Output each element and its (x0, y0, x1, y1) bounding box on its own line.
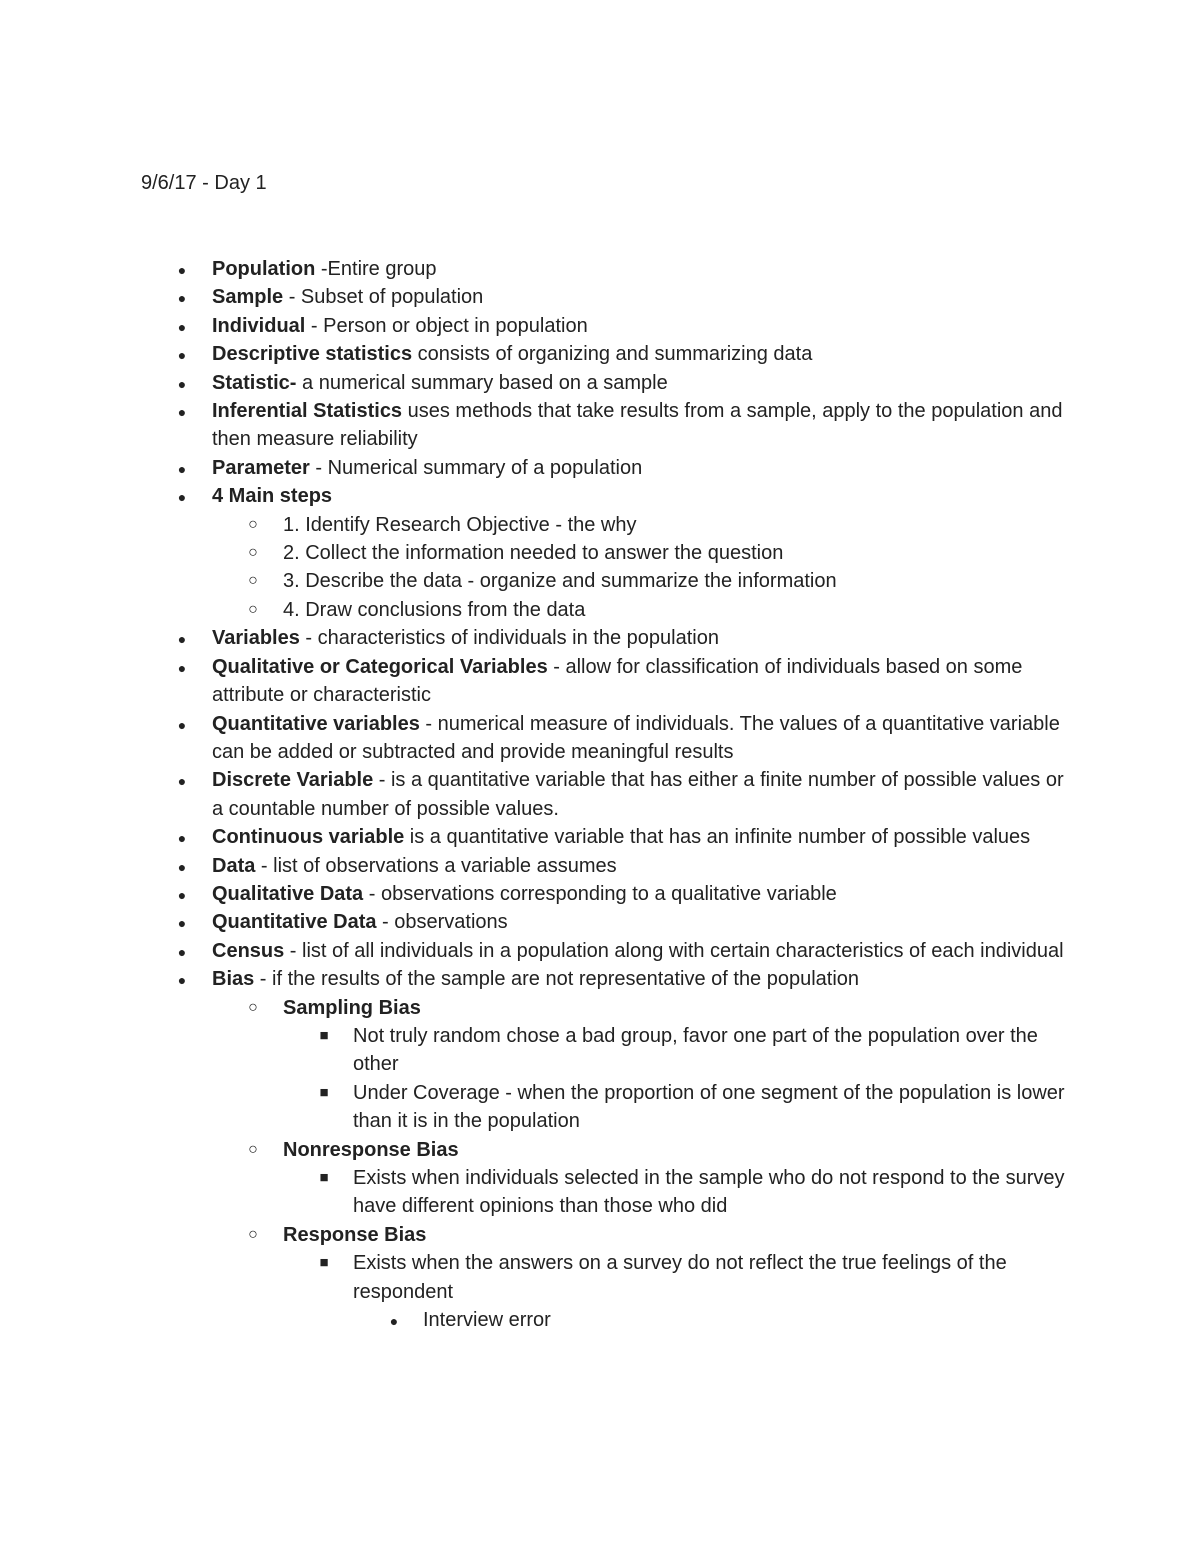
bullet-icon: ● (177, 347, 187, 364)
term: Qualitative Data (212, 882, 364, 905)
bullet-icon: ● (177, 631, 187, 648)
list-item (0, 283, 1072, 311)
square-bullet-icon: ■ (319, 1083, 329, 1101)
term: Inferential Statistics (212, 400, 403, 423)
subheading: Response Bias (283, 1223, 427, 1246)
term: Discrete Variable (212, 769, 374, 792)
list-item (0, 852, 1072, 880)
list-item (0, 653, 1072, 710)
list-item (0, 880, 1072, 908)
list-item (0, 255, 1072, 283)
definition: - Numerical summary of a population (309, 456, 643, 479)
term: Parameter (212, 456, 310, 479)
definition: - numerical measure of individuals. The values of a quantitative variable can be added or subtracted and provide meaningful results (212, 712, 1060, 763)
definition: - is a quantitative variable that has either a finite number of possible values or a countable number of possible values. (212, 769, 1064, 820)
list-item (0, 1221, 1073, 1249)
bullet-icon: ● (177, 489, 187, 506)
definition: - list of observations a variable assumes (255, 854, 617, 877)
bullet-icon: ● (177, 375, 187, 392)
step-text: 4. Draw conclusions from the data (283, 598, 586, 621)
bullet-icon: ● (177, 404, 187, 421)
list-item (0, 965, 1072, 993)
list-item (0, 539, 1073, 567)
list-item (0, 596, 1073, 624)
definition: consists of organizing and summarizing data (412, 343, 813, 366)
list-item (0, 710, 1072, 767)
circle-bullet-icon: ○ (248, 515, 258, 533)
definition: - observations (376, 911, 508, 934)
term: Quantitative Data (212, 911, 377, 934)
step-text: 1. Identify Research Objective - the why (283, 513, 637, 536)
definition: - Person or object in population (305, 314, 588, 337)
list-item (0, 823, 1072, 851)
definition: - characteristics of individuals in the population (299, 627, 719, 650)
term: Statistic- (212, 371, 297, 394)
bullet-icon: ● (177, 460, 187, 477)
bullet-icon: ● (177, 858, 187, 875)
detail-text: Interview error (423, 1309, 551, 1332)
circle-bullet-icon: ○ (248, 1225, 258, 1243)
list-item (0, 369, 1072, 397)
square-bullet-icon: ■ (319, 1169, 329, 1186)
bullet-icon: ● (177, 318, 187, 335)
definition: - if the results of the sample are not representative of the population (254, 968, 860, 991)
term: Variables (212, 627, 300, 650)
list-item (0, 1136, 1073, 1164)
list-item (0, 482, 1072, 510)
bullet-icon: ● (177, 773, 187, 790)
definition: - Subset of population (283, 286, 484, 309)
list-item (0, 312, 1072, 340)
list-item (0, 1164, 1073, 1221)
circle-bullet-icon: ○ (248, 1140, 258, 1158)
list-item (0, 567, 1073, 595)
circle-bullet-icon: ○ (248, 544, 258, 562)
term: Individual (212, 314, 306, 337)
step-text: 2. Collect the information needed to answer the question (283, 542, 784, 565)
term: Data (212, 854, 256, 877)
detail-text: Under Coverage - when the proportion of one segment of the population is lower than it is in the population (353, 1081, 1065, 1133)
term: Descriptive statistics (212, 343, 413, 366)
list-item (0, 340, 1072, 368)
circle-bullet-icon: ○ (248, 998, 258, 1016)
detail-text: Exists when individuals selected in the sample who do not respond to the survey have different opinions than those who did (353, 1167, 1065, 1218)
term: Sample (212, 286, 284, 309)
bullet-icon: ● (389, 1313, 399, 1330)
definition: - list of all individuals in a population along with certain characteristics of each individual (284, 939, 1064, 962)
definition: a numerical summary based on a sample (296, 371, 668, 394)
bullet-icon: ● (177, 972, 187, 989)
list-item (0, 1022, 1073, 1079)
list-item (0, 1079, 1073, 1136)
bullet-icon: ● (177, 830, 187, 847)
bullet-icon: ● (177, 886, 187, 903)
bullet-icon: ● (177, 915, 187, 932)
definition: is a quantitative variable that has an infinite number of possible values (404, 826, 1031, 849)
list-item (0, 766, 1072, 823)
subheading: Sampling Bias (283, 996, 421, 1019)
term: 4 Main steps (212, 485, 333, 508)
definition: -Entire group (315, 258, 437, 280)
bullet-icon: ● (177, 716, 187, 733)
bullet-icon: ● (177, 290, 187, 307)
notes-list (0, 255, 1200, 1334)
bullet-icon: ● (177, 262, 187, 278)
term: Qualitative or Categorical Variables (212, 655, 548, 678)
list-item (0, 511, 1073, 539)
list-item (0, 908, 1072, 936)
list-item (0, 454, 1072, 482)
circle-bullet-icon: ○ (248, 600, 258, 618)
list-item (0, 994, 1073, 1022)
circle-bullet-icon: ○ (248, 572, 258, 590)
list-item (0, 1306, 1073, 1334)
definition: uses methods that take results from a sample, apply to the population and then measure reliability (212, 400, 1063, 451)
term: Bias (212, 968, 255, 991)
list-item (0, 624, 1072, 652)
detail-text: Exists when the answers on a survey do not reflect the true feelings of the respondent (353, 1252, 1007, 1303)
term: Population (212, 258, 316, 280)
term: Census (212, 939, 285, 962)
bullet-icon: ● (177, 943, 187, 960)
definition: - allow for classification of individuals based on some attribute or characteristic (212, 655, 1023, 707)
step-text: 3. Describe the data - organize and summarize the information (283, 570, 837, 593)
definition: - observations corresponding to a qualitative variable (363, 882, 837, 905)
subheading: Nonresponse Bias (283, 1138, 459, 1161)
term: Quantitative variables (212, 712, 420, 735)
square-bullet-icon: ■ (319, 1254, 329, 1272)
detail-text: Not truly random chose a bad group, favor one part of the population over the other (353, 1024, 1038, 1076)
bullet-icon: ● (177, 659, 187, 676)
list-item (0, 397, 1072, 454)
term: Continuous variable (212, 826, 405, 849)
square-bullet-icon: ■ (319, 1026, 329, 1044)
list-item (0, 1249, 1073, 1306)
date-heading: 9/6/17 - Day 1 (141, 172, 267, 194)
list-item (0, 937, 1072, 965)
